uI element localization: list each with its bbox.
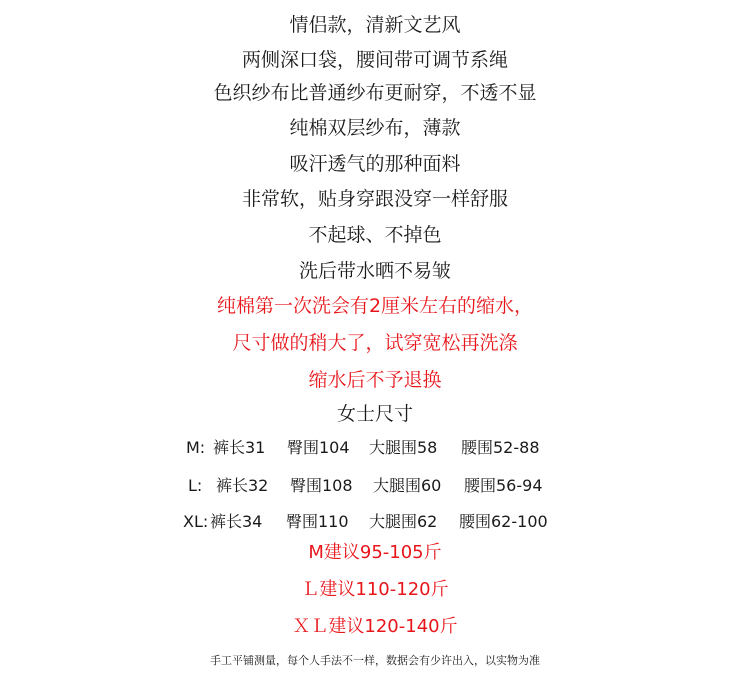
size-label: XL:	[183, 512, 209, 531]
size-row-m	[0, 440, 750, 460]
size-hip: 臀围110	[286, 512, 349, 531]
size-hip: 臀围104	[287, 438, 350, 457]
size-thigh: 大腿围58	[369, 438, 438, 457]
size-length: 裤长32	[216, 476, 269, 495]
size-length: 裤长31	[213, 438, 266, 457]
feature-line-double-gauze: 纯棉双层纱布，薄款	[289, 117, 461, 139]
size-label: M:	[186, 438, 206, 457]
weight-advice-m: M建议95-105斤	[308, 542, 442, 563]
feature-line-pockets: 两侧深口袋，腰间带可调节系绳	[241, 49, 508, 71]
size-thigh: 大腿围62	[369, 512, 438, 531]
feature-line-no-pilling: 不起球、不掉色	[308, 224, 442, 246]
size-row-l	[0, 478, 750, 498]
feature-line-fabric-durability: 色织纱布比普通纱布更耐穿，不透不显	[213, 82, 537, 104]
feature-line-wrinkle-free: 洗后带水晒不易皱	[298, 260, 451, 282]
size-waist: 腰围62-100	[459, 512, 548, 531]
size-thigh: 大腿围60	[373, 476, 442, 495]
warning-shrinkage: 纯棉第一次洗会有2厘米左右的缩水，	[216, 295, 534, 317]
weight-advice-xl: ＸＬ建议120-140斤	[292, 616, 458, 637]
size-length: 裤长34	[210, 512, 263, 531]
feature-line-breathable: 吸汗透气的那种面料	[289, 153, 461, 175]
feature-line-soft: 非常软，贴身穿跟没穿一样舒服	[241, 188, 508, 210]
warning-size-larger: 尺寸做的稍大了，试穿宽松再洗涤	[232, 332, 518, 354]
size-waist: 腰围52-88	[461, 438, 540, 457]
size-label: L:	[188, 476, 203, 495]
measurement-footnote: 手工平铺测量，每个人手法不一样，数据会有少许出入，以实物为准	[210, 654, 540, 667]
size-hip: 臀围108	[290, 476, 353, 495]
size-table-title: 女士尺寸	[336, 403, 413, 425]
size-waist: 腰围56-94	[464, 476, 543, 495]
warning-no-return: 缩水后不予退换	[308, 369, 442, 391]
feature-line-style: 情侣款，清新文艺风	[289, 14, 461, 36]
size-row-xl	[0, 514, 750, 534]
weight-advice-l: Ｌ建议110-120斤	[301, 579, 449, 600]
